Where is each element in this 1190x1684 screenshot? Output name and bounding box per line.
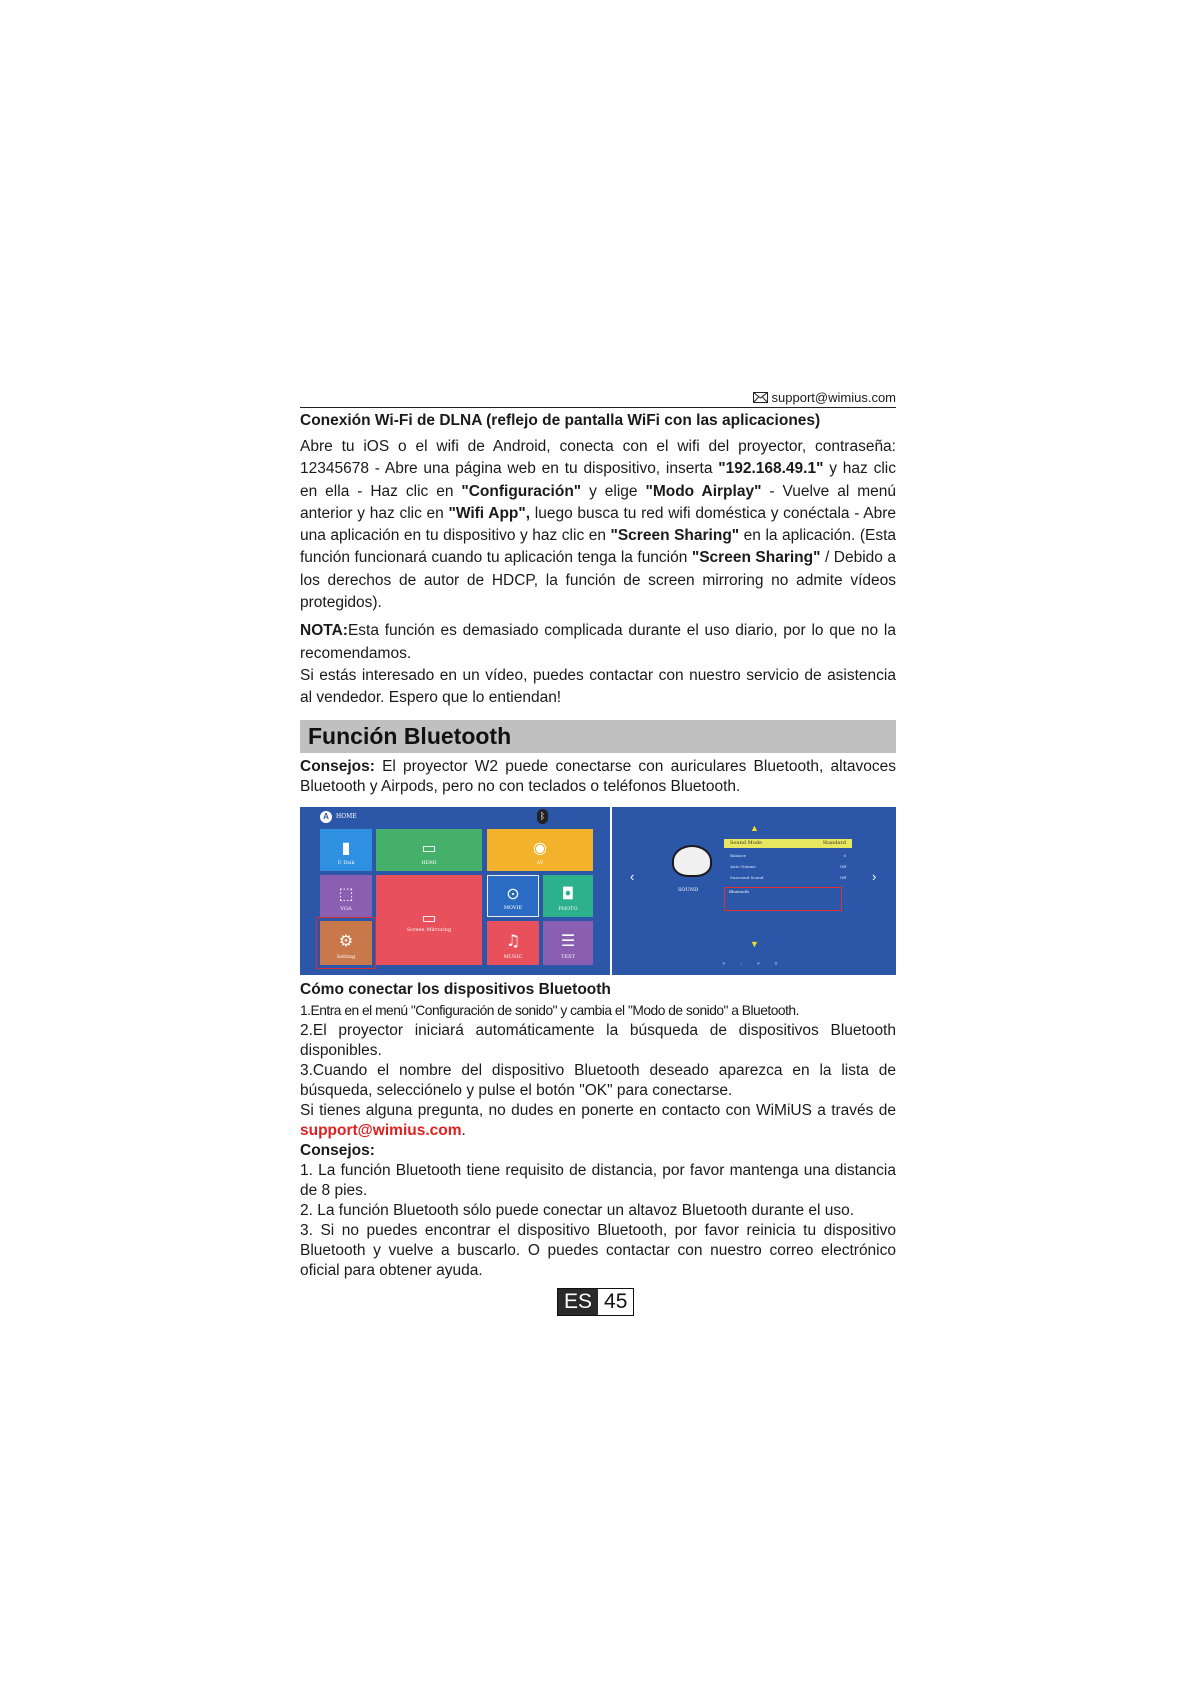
music-icon: ♫ bbox=[505, 931, 521, 951]
camera-icon: ◘ bbox=[561, 884, 575, 904]
usb-icon: ▮ bbox=[341, 838, 351, 858]
home-icon: A bbox=[320, 811, 332, 823]
header-email[interactable]: support@wimius.com bbox=[771, 390, 896, 405]
step-3: 3.Cuando el nombre del dispositivo Bluetooth deseado aparezca en la lista de búsqueda, selecciónelo y pulse el botón "OK" para conectarse. bbox=[300, 1061, 896, 1099]
menu-balance: Balance 0 bbox=[730, 852, 846, 858]
screen-mirror-icon: ▭ bbox=[421, 908, 437, 928]
dot-icon: ● bbox=[774, 960, 778, 967]
howto-title: Cómo conectar los dispositivos Bluetooth bbox=[300, 980, 611, 998]
tile-hdmi: ▭ HDMI bbox=[376, 829, 482, 871]
gear-icon: ⚙ bbox=[338, 931, 354, 951]
tile-vga: ⬚ VGA bbox=[320, 875, 372, 917]
tile-udisk: ▮ U Disk bbox=[320, 829, 372, 871]
tip-3: 3. Si no puedes encontrar el dispositivo Bluetooth, por favor reinicia tu dispositivo Bluetooth y vuelve a buscarlo. O puedes contactar con nuestro correo electrónico oficial para obtener ayuda. bbox=[300, 1221, 896, 1279]
tile-setting: ⚙ Setting bbox=[320, 921, 372, 965]
sound-menu-panel bbox=[612, 807, 896, 975]
page-number: 45 bbox=[598, 1289, 633, 1315]
support-email-link[interactable]: support@wimius.com bbox=[300, 1121, 462, 1139]
projector-screenshot bbox=[300, 807, 896, 975]
home-bar bbox=[320, 811, 357, 823]
vga-icon: ⬚ bbox=[338, 884, 354, 904]
text-icon: ☰ bbox=[560, 931, 576, 951]
dlna-note-2: Si estás interesado en un vídeo, puedes contactar con nuestro servicio de asistencia al vendedor. Espero que lo entiendan! bbox=[300, 666, 896, 707]
triangle-up-icon: ▲ bbox=[750, 822, 759, 833]
tile-photo: ◘ PHOTO bbox=[543, 875, 593, 917]
menu-surround: Surround Sound Off bbox=[730, 874, 846, 880]
tile-music: ♫ MUSIC bbox=[487, 921, 539, 965]
sound-label: SOUND bbox=[678, 886, 699, 893]
note-icon: ♪ bbox=[739, 960, 743, 967]
chevron-right-icon: › bbox=[872, 868, 877, 884]
play-icon: ⊙ bbox=[506, 884, 520, 904]
sound-mascot-icon bbox=[672, 845, 712, 877]
email-header bbox=[300, 390, 896, 408]
hdmi-icon: ▭ bbox=[421, 838, 437, 858]
av-icon: ◉ bbox=[533, 838, 547, 858]
dot-icon: ● bbox=[722, 960, 726, 967]
home-label: HOME bbox=[336, 813, 357, 821]
chevron-left-icon: ‹ bbox=[630, 868, 635, 884]
menu-bluetooth: Bluetooth bbox=[724, 887, 842, 911]
bottom-icon-bar bbox=[722, 961, 778, 967]
bluetooth-icon: ᛒ bbox=[537, 809, 548, 824]
tile-av: ◉ AV bbox=[487, 829, 593, 871]
home-screen-panel bbox=[300, 807, 610, 975]
step-1: 1.Entra en el menú "Configuración de sonido" y cambia el "Modo de sonido" a Bluetooth. bbox=[300, 1002, 799, 1018]
dlna-title: Conexión Wi-Fi de DLNA (reflejo de pantalla WiFi con las aplicaciones) bbox=[300, 412, 821, 429]
step-2: 2.El proyector iniciará automáticamente la búsqueda de dispositivos Bluetooth disponibles. bbox=[300, 1021, 896, 1059]
menu-auto-volume: Auto Volume Off bbox=[730, 863, 846, 869]
language-badge: ES bbox=[558, 1289, 598, 1315]
dot-icon: ● bbox=[756, 960, 761, 967]
tip-1: 1. La función Bluetooth tiene requisito de distancia, por favor mantenga una distancia de 8 pies. bbox=[300, 1161, 896, 1199]
bluetooth-tips: Consejos: El proyector W2 puede conectarse con auriculares Bluetooth, altavoces Bluetooth y Airpods, pero no con teclados o teléfonos Bluetooth. bbox=[300, 757, 896, 795]
dlna-paragraph: Abre tu iOS o el wifi de Android, conecta con el wifi del proyector, contraseña: 12345678 - Abre una página web en tu dispositivo, inserta "192.168.49.1" y haz clic en ella - Haz clic en "Configuración" y elige "Modo Airplay" - Vuelve al menú anterior y haz clic en "Wifi App", luego busca tu red wifi doméstica y conéctala - Abre una aplicación en tu dispositivo y haz clic en "Screen Sharing" en la aplicación. (Esta función funcionará cuando tu aplicación tenga la función "Screen Sharing" / Debido a los derechos de autor de HDCP, la función de screen mirroring no admite vídeos protegidos). bbox=[300, 438, 897, 612]
tips-title: Consejos: bbox=[300, 1141, 375, 1159]
manual-page bbox=[300, 390, 896, 1281]
dlna-note: NOTA:Esta función es demasiado complicada durante el uso diario, por lo que no la recomendamos. bbox=[300, 622, 896, 662]
tip-2: 2. La función Bluetooth sólo puede conectar un altavoz Bluetooth durante el uso. bbox=[300, 1201, 855, 1219]
mail-icon bbox=[753, 392, 768, 403]
bluetooth-banner: Función Bluetooth bbox=[300, 720, 896, 753]
contact-line: Si tienes alguna pregunta, no dudes en ponerte en contacto con WiMiUS a través de support@wimius.com. bbox=[300, 1101, 896, 1139]
tile-screen-mirroring: ▭ Screen Mirroring bbox=[376, 875, 482, 965]
tile-movie: ⊙ MOVIE bbox=[487, 875, 539, 917]
tile-text: ☰ TEXT bbox=[543, 921, 593, 965]
page-footer bbox=[557, 1288, 634, 1316]
menu-sound-mode: Sound Mode Standard bbox=[724, 839, 852, 848]
triangle-down-icon: ▼ bbox=[750, 938, 759, 949]
